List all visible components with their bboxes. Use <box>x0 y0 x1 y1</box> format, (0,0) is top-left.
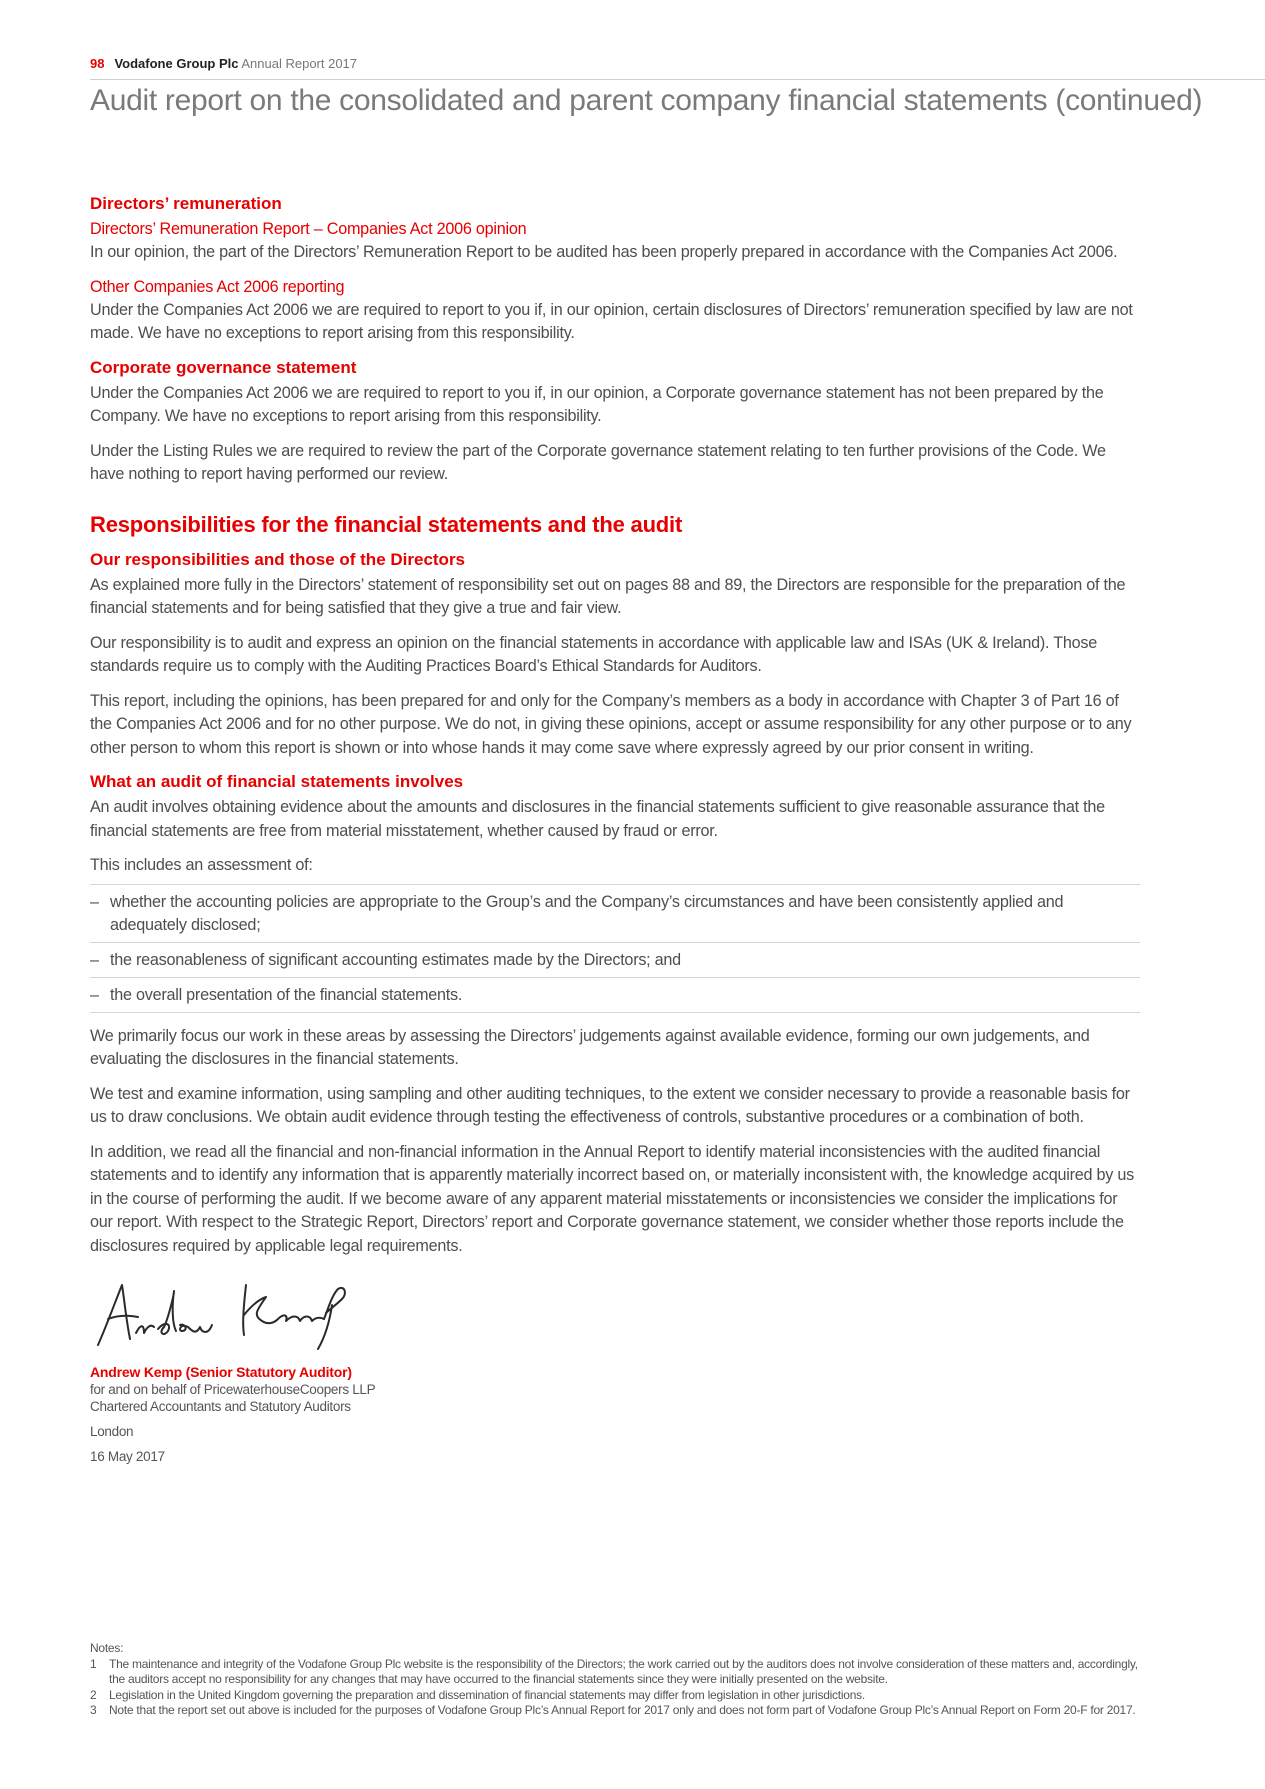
footnote-number: 2 <box>90 1687 97 1702</box>
footnote <box>90 1688 1140 1704</box>
other-reporting-subheading: Other Companies Act 2006 reporting <box>90 277 345 296</box>
list-item <box>90 885 1140 943</box>
auditor-title: Chartered Accountants and Statutory Auditors <box>90 1399 351 1414</box>
list-item-text: the overall presentation of the financial statements. <box>110 985 463 1004</box>
list-item <box>90 978 1140 1013</box>
list-item-text: whether the accounting policies are appropriate to the Group’s and the Company’s circumstances and have been consistently applied and adequately disclosed; <box>110 892 1064 934</box>
footnote-number: 3 <box>90 1703 97 1717</box>
footnote <box>90 1657 1140 1688</box>
list-dash: – <box>90 950 99 969</box>
corporate-governance-paragraph-1: Under the Companies Act 2006 we are required to report to you if, in our opinion, a Corporate governance statement has not been prepared by the Company. We have no exceptions to report arising from this responsibility. <box>90 383 1104 425</box>
signature-city: London <box>90 1424 134 1439</box>
audit-involves-heading: What an audit of financial statements involves <box>90 772 464 791</box>
remuneration-opinion-text: In our opinion, the part of the Directors’ Remuneration Report to be audited has been properly prepared in accordance with the Companies Act 2006. <box>90 243 1118 261</box>
audit-involves-paragraph-2: This includes an assessment of: <box>90 856 313 874</box>
list-item-text: the reasonableness of significant accounting estimates made by the Directors; and <box>110 950 681 969</box>
directors-remuneration-heading: Directors’ remuneration <box>90 194 282 213</box>
footnote-text: The maintenance and integrity of the Vodafone Group Plc website is the responsibility of the Directors; the work carried out by the auditors does not involve consideration of these matters and, accordingly, the auditors accept no responsibility for any changes that may have occurred to the financial statements since they were initially presented on the website. <box>109 1656 1138 1686</box>
responsibilities-heading: Responsibilities for the financial statements and the audit <box>90 511 683 537</box>
list-dash: – <box>90 892 99 911</box>
page-title: Audit report on the consolidated and parent company financial statements (continued) <box>90 84 1203 117</box>
auditor-name: Andrew Kemp (Senior Statutory Auditor) <box>90 1364 352 1380</box>
responsibilities-paragraph-2: Our responsibility is to audit and express an opinion on the financial statements in accordance with applicable law and ISAs (UK & Ireland). Those standards require us to comply with the Auditing Practices Board’s Ethical Standards for Auditors. <box>90 633 1097 675</box>
signature-block <box>90 1363 375 1465</box>
footnote-number: 1 <box>90 1656 97 1671</box>
footnotes <box>90 1641 1140 1719</box>
corporate-governance-paragraph-2: Under the Listing Rules we are required to review the part of the Corporate governance statement relating to ten further provisions of the Code. We have nothing to report having performed our review. <box>90 441 1106 483</box>
signature-date: 16 May 2017 <box>90 1449 165 1464</box>
responsibilities-paragraph-1: As explained more fully in the Directors’ statement of responsibility set out on pages 88 and 89, the Directors are responsible for the preparation of the financial statements and for being satisfied that they give a true and fair view. <box>90 575 1126 617</box>
remuneration-opinion-subheading: Directors’ Remuneration Report – Companies Act 2006 opinion <box>90 220 527 238</box>
audit-involves-paragraph-4: We test and examine information, using sampling and other auditing techniques, to the extent we consider necessary to provide a reasonable basis for us to draw conclusions. We obtain audit evidence through testing the effectiveness of controls, substantive procedures or a combination of both. <box>90 1084 1130 1126</box>
auditor-firm: for and on behalf of PricewaterhouseCoopers LLP <box>90 1382 376 1397</box>
assessment-list <box>90 884 1140 1013</box>
footnote <box>90 1703 1140 1719</box>
list-item <box>90 943 1140 978</box>
responsibilities-subheading: Our responsibilities and those of the Directors <box>90 549 466 569</box>
other-reporting-text: Under the Companies Act 2006 we are required to report to you if, in our opinion, certain disclosures of Directors’ remuneration specified by law are not made. We have no exceptions to report arising from this responsibility. <box>90 300 1133 342</box>
audit-involves-paragraph-1: An audit involves obtaining evidence about the amounts and disclosures in the financial statements sufficient to give reasonable assurance that the financial statements are free from material misstatement, whether caused by fraud or error. <box>90 798 1105 840</box>
notes-label: Notes: <box>90 1641 124 1655</box>
handwritten-signature <box>92 1275 382 1355</box>
corporate-governance-heading: Corporate governance statement <box>90 357 357 377</box>
running-header <box>90 56 357 71</box>
audit-involves-paragraph-3: We primarily focus our work in these areas by assessing the Directors’ judgements against available evidence, forming our own judgements, and evaluating the disclosures in the financial statements. <box>90 1026 1090 1068</box>
company-name: Vodafone Group Plc <box>114 56 239 71</box>
footnote-text: Legislation in the United Kingdom governing the preparation and dissemination of financial statements may differ from legislation in other jurisdictions. <box>109 1687 865 1702</box>
list-dash: – <box>90 985 99 1004</box>
document-name: Annual Report 2017 <box>241 56 358 71</box>
header-rule <box>90 79 1265 80</box>
main-content <box>90 193 1140 1269</box>
audit-involves-paragraph-5: In addition, we read all the financial and non-financial information in the Annual Report to identify material inconsistencies with the audited financial statements and to identify any information that is apparently materially incorrect based on, or materially inconsistent with, the knowledge acquired by us in the course of performing the audit. If we become aware of any apparent material misstatements or inconsistencies we consider the implications for our report. With respect to the Strategic Report, Directors’ report and Corporate governance statement, we consider whether those reports include the disclosures required by applicable legal requirements. <box>90 1142 1134 1255</box>
page-number: 98 <box>90 56 105 71</box>
responsibilities-paragraph-3: This report, including the opinions, has been prepared for and only for the Company’s members as a body in accordance with Chapter 3 of Part 16 of the Companies Act 2006 and for no other purpose. We do not, in giving these opinions, accept or assume responsibility for any other purpose or to any other person to whom this report is shown or into whose hands it may come save where expressly agreed by our prior consent in writing. <box>90 691 1132 757</box>
footnote-text: Note that the report set out above is included for the purposes of Vodafone Group Plc’s Annual Report for 2017 only and does not form part of Vodafone Group Plc’s Annual Report on Form 20-F for 2017. <box>109 1703 1136 1717</box>
